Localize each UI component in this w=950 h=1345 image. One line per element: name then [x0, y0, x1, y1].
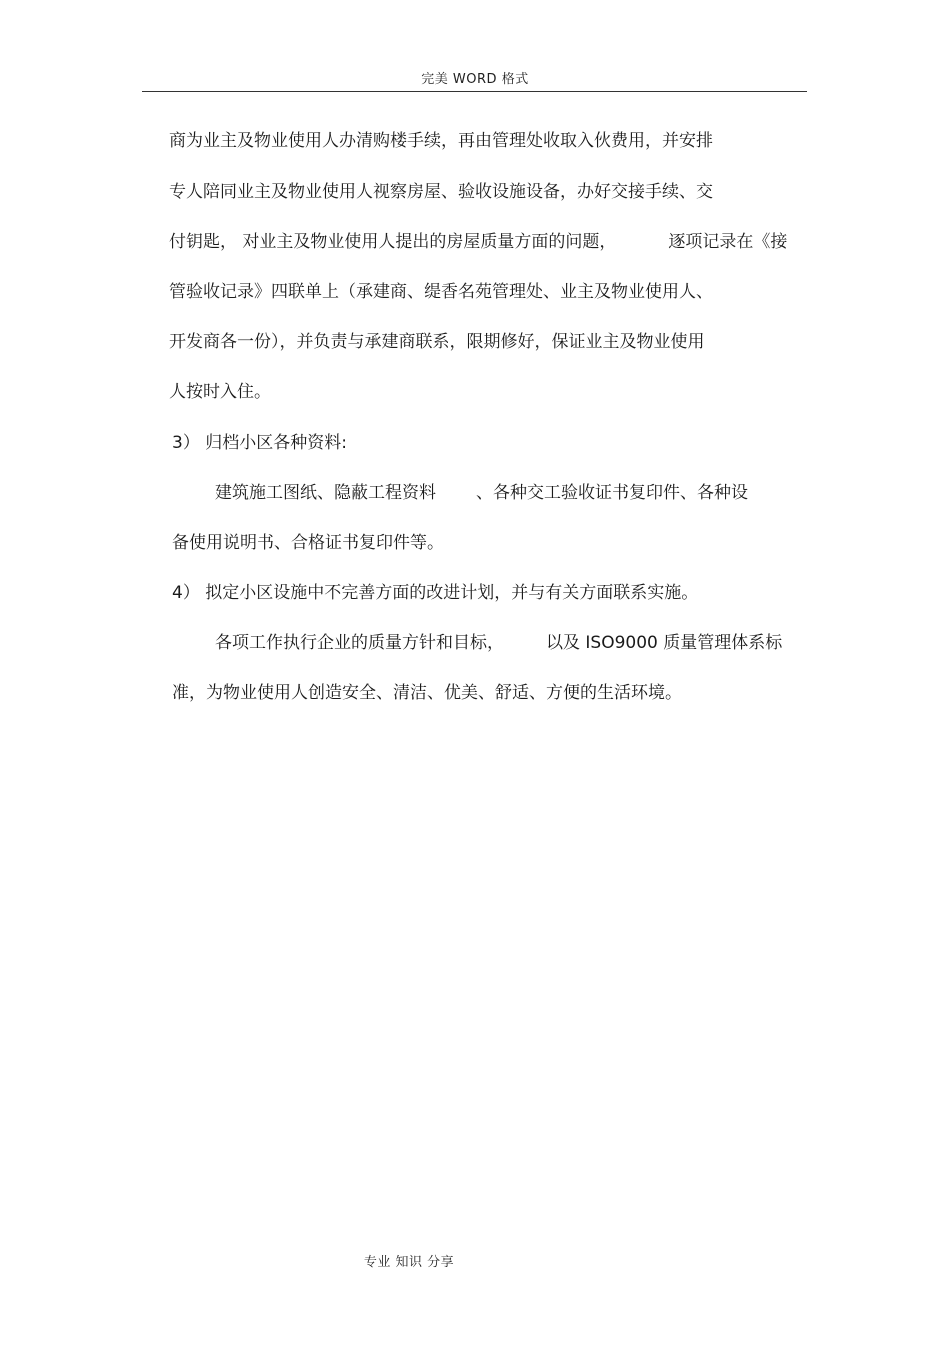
- list-item-4: [172, 582, 698, 604]
- text-segment: 、各种交工验收证书复印件、各种设: [476, 483, 748, 503]
- text-segment: 准，为物业使用人创造安全、清洁、优美、舒适、方便的生活环境。: [172, 683, 682, 703]
- page-footer: 专业 知识 分享: [363, 1255, 455, 1270]
- text-segment: 3） 归档小区各种资料:: [172, 433, 347, 453]
- text-segment: 专人陪同业主及物业使用人视察房屋、验收设施设备，办好交接手续、交: [169, 182, 713, 202]
- text-segment: 付钥匙， 对业主及物业使用人提出的房屋质量方面的问题，: [169, 232, 617, 252]
- text-segment: 人按时入住。: [169, 382, 271, 402]
- text-segment: 管验收记录》四联单上（承建商、缇香名苑管理处、业主及物业使用人、: [169, 282, 713, 302]
- text-segment: 开发商各一份），并负责与承建商联系，限期修好，保证业主及物业使用: [169, 332, 705, 352]
- body-line: [169, 331, 705, 353]
- text-segment: 商为业主及物业使用人办清购楼手续，再由管理处收取入伙费用，并安排: [169, 131, 713, 151]
- text-segment: 以及 ISO9000 质量管理体系标: [546, 633, 783, 653]
- body-line: [169, 181, 713, 203]
- body-line: [215, 482, 748, 504]
- text-segment: 逐项记录在《接: [668, 232, 788, 252]
- body-line: [169, 231, 787, 253]
- body-line: [169, 381, 271, 403]
- body-line: [215, 632, 782, 654]
- header-divider: [142, 91, 807, 92]
- list-item-3: [172, 432, 347, 454]
- body-line: [172, 682, 682, 704]
- page-header: 完美 WORD 格式: [421, 72, 529, 87]
- body-line: [169, 281, 713, 303]
- text-segment: 备使用说明书、合格证书复印件等。: [172, 533, 444, 553]
- body-line: [169, 130, 713, 152]
- text-segment: 各项工作执行企业的质量方针和目标，: [215, 633, 504, 653]
- text-segment: 4） 拟定小区设施中不完善方面的改进计划，并与有关方面联系实施。: [172, 583, 699, 603]
- body-line: [172, 532, 444, 554]
- text-segment: 建筑施工图纸、隐蔽工程资料: [215, 483, 436, 503]
